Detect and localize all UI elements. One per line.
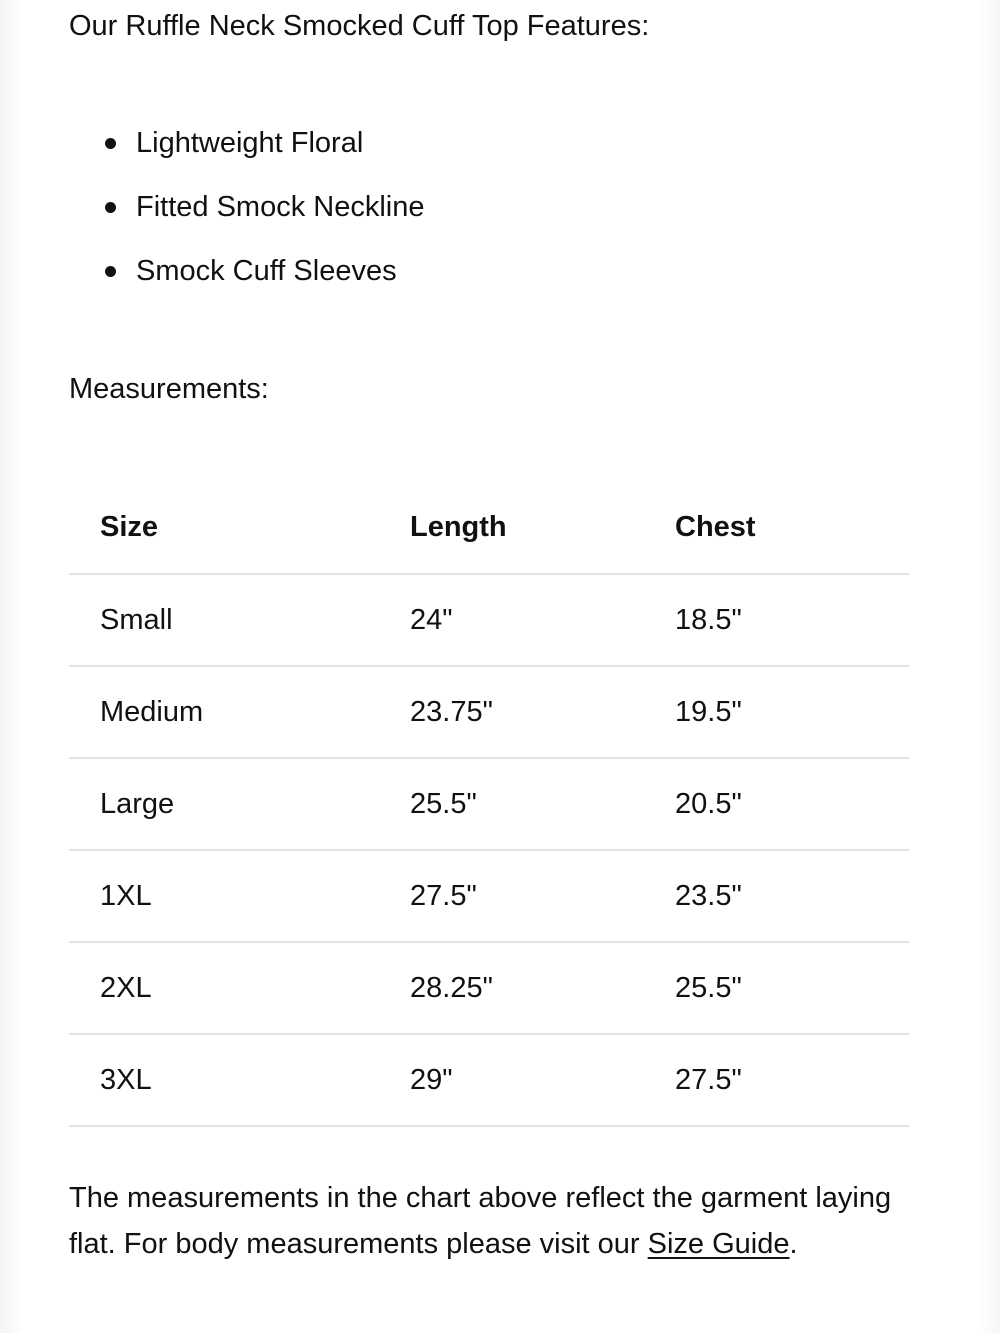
table-row bbox=[69, 666, 909, 758]
cell-size: 1XL bbox=[100, 879, 152, 912]
cell-length: 25.5" bbox=[410, 787, 477, 820]
note-text: The measurements in the chart above reflect the garment laying flat. For body measurements please visit our bbox=[69, 1182, 892, 1260]
features-list bbox=[69, 121, 425, 313]
table-row bbox=[69, 574, 909, 666]
cell-chest: 25.5" bbox=[675, 971, 742, 1004]
cell-length: 28.25" bbox=[410, 971, 493, 1004]
size-guide-link[interactable]: Size Guide bbox=[647, 1228, 790, 1260]
table-header-row bbox=[69, 482, 909, 574]
cell-size: Small bbox=[100, 603, 173, 636]
cell-chest: 27.5" bbox=[675, 1063, 742, 1096]
cell-length: 23.75" bbox=[410, 695, 493, 728]
cell-chest: 18.5" bbox=[675, 603, 742, 636]
size-chart-table bbox=[69, 482, 909, 1127]
measurement-note bbox=[69, 1175, 919, 1267]
feature-label: Smock Cuff Sleeves bbox=[136, 255, 397, 287]
list-item bbox=[69, 249, 425, 313]
bullet-icon bbox=[105, 138, 116, 149]
header-size: Size bbox=[100, 511, 159, 543]
cell-size: Large bbox=[100, 787, 175, 820]
cell-size: Medium bbox=[100, 695, 204, 728]
cell-chest: 23.5" bbox=[675, 879, 742, 912]
table-row bbox=[69, 942, 909, 1034]
feature-label: Lightweight Floral bbox=[136, 127, 364, 159]
cell-size: 2XL bbox=[100, 971, 152, 1004]
cell-chest: 20.5" bbox=[675, 787, 742, 820]
cell-length: 24" bbox=[410, 603, 453, 636]
bullet-icon bbox=[105, 202, 116, 213]
cell-size: 3XL bbox=[100, 1063, 152, 1096]
cell-length: 29" bbox=[410, 1063, 453, 1096]
bullet-icon bbox=[105, 266, 116, 277]
features-heading: Our Ruffle Neck Smocked Cuff Top Features: bbox=[69, 10, 650, 42]
list-item bbox=[69, 185, 425, 249]
note-end: . bbox=[789, 1228, 798, 1260]
header-chest: Chest bbox=[675, 511, 756, 543]
table-row bbox=[69, 1034, 909, 1126]
list-item bbox=[69, 121, 425, 185]
cell-chest: 19.5" bbox=[675, 695, 742, 728]
header-length: Length bbox=[410, 511, 507, 543]
table-row bbox=[69, 758, 909, 850]
measurements-heading: Measurements: bbox=[69, 373, 269, 405]
feature-label: Fitted Smock Neckline bbox=[136, 191, 425, 223]
table-row bbox=[69, 850, 909, 942]
cell-length: 27.5" bbox=[410, 879, 477, 912]
